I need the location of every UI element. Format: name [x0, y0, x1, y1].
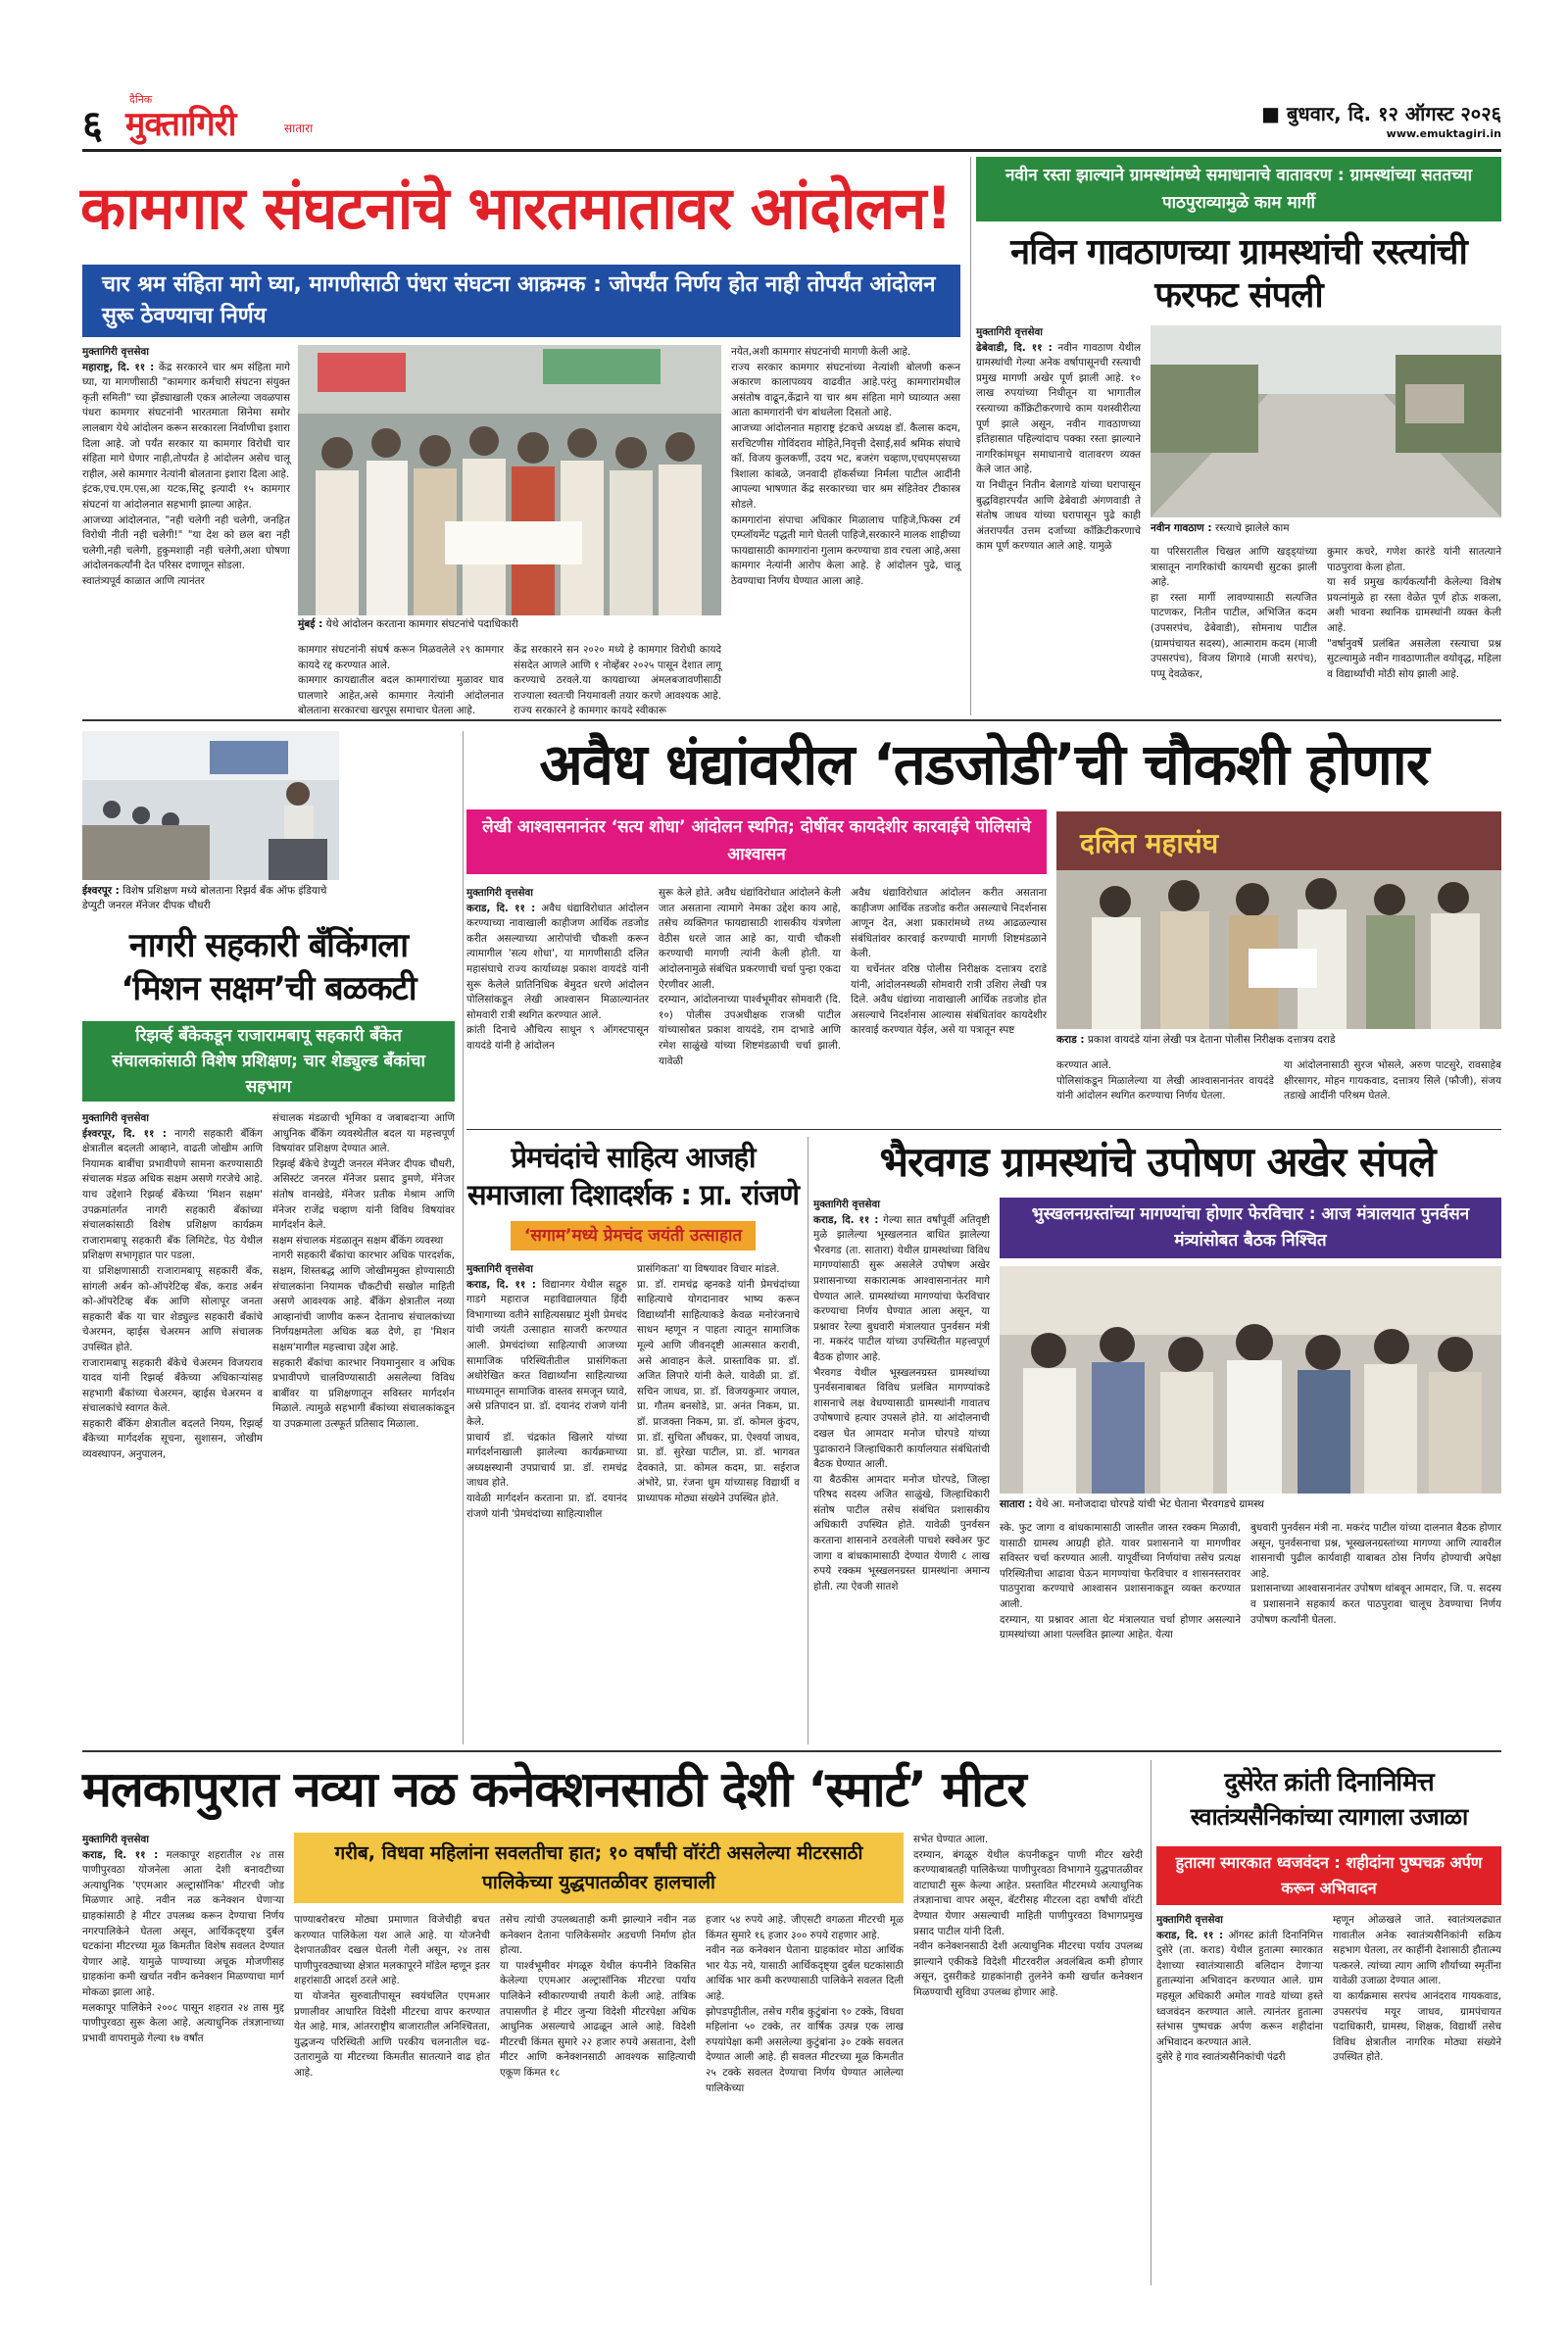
a1-byline: मुक्तागिरी वृत्तसेवा — [82, 346, 149, 358]
a1-deck: चार श्रम संहिता मागे घ्या, मागणीसाठी पंधरा संघटना आक्रमक : जोपर्यंत निर्णय होत नाही तोपर्यंत आंदोलन सुरू ठेवण्याचा निर्णय — [82, 265, 960, 337]
masthead-city: सातारा — [284, 122, 314, 135]
masthead — [82, 90, 1501, 149]
a3-col3: अवैध धंद्याविरोधात आंदोलन करीत असताना काहीजण आर्थिक तडजोड करीत असल्याचे निदर्शनास आणून देत, अशा प्रकारांमध्ये तथ्य आढळल्यास संबंधितांवर कारवाई करण्याची मागणी शिष्टमंडळाने केली. या चर्चेनंतर वरिष्ठ पोलीस निरीक्षक दत्तात्रय दराडे यांनी, आंदोलनस्थळी सोमवारी रात्री उशिरा लेखी पत्र दिले. अवैध धंद्यांच्या नावाखाली आर्थिक तडजोड होत असल्याचे निदर्शनास आल्यास संबंधितांवर कायदेशीर कारवाई करण्यात येईल, असे या पत्रातून स्पष्ट — [851, 887, 1047, 1037]
a2-photo — [1151, 325, 1501, 517]
website-url: www.emuktagiri.in — [1386, 127, 1501, 140]
a8-col2: म्हणून ओळखले जाते. स्वातंत्र्यलढ्यात गावातील अनेक स्वातंत्र्यसैनिकांनी सक्रिय सहभाग घेतला, तर काहींनी देशासाठी हौतात्म्य पत्करले. त्यांच्या त्याग आणि शौर्याच्या स्मृतींना यावेळी उजाळा देण्यात आला. या कार्यक्रमास सरपंच आनंदराव गायकवाड, उपसरपंच मयूर जाधव, ग्रामपंचायत पदाधिकारी, ग्रामस्थ, शिक्षक, विद्यार्थी तसेच विविध क्षेत्रातील नागरिक मोठ्या संख्येने उपस्थित होते. — [1333, 1914, 1501, 2064]
a3-dateline: कराड, दि. ११ : — [466, 902, 536, 914]
a5-headline-line1: प्रेमचंदांचे साहित्य आजही — [511, 1141, 756, 1174]
a7-dateline: कराड, दि. ११ : — [82, 1848, 159, 1861]
a4-col1 — [82, 1111, 263, 1739]
a2-col3: कुमार कचरे, गणेश कारंडे यांनी सातत्याने पाठपुरावा केला होता. या सर्व प्रमुख कार्यकर्त्यांनी केलेल्या विशेष प्रयत्नांमुळे हा रस्ता वेळेत पूर्ण होऊ शकला, अशी भावना स्थानिक ग्रामस्थांनी व्यक्त केली आहे. "वर्षानुवर्षे प्रलंबित असलेला रस्त्याचा प्रश्न सुटल्यामुळे नवीन गावठाणातील वयोवृद्ध, महिला व विद्यार्थ्यांची मोठी सोय झाली आहे. — [1327, 546, 1501, 680]
a4-headline-line1: नागरी सहकारी बँकिंगला — [128, 926, 409, 965]
a3-caption-place: कराड : — [1056, 1034, 1085, 1046]
a3-headline: अवैध धंद्यांवरील ‘तडजोडी’ची चौकशी होणार — [539, 731, 1429, 798]
a8-deck: हुतात्मा स्मारकात ध्वजवंदन : शहीदांना पुष्पचक्र अर्पण करून अभिवादन — [1156, 1846, 1501, 1905]
a1-col2: कामगार संघटनांनी संघर्ष करून मिळवलेले २९ कामगार कायदे रद्द करण्यात आले. कामगार कायद्यातील बदल कामगारांच्या मुळावर घाव घालणारे आहेत,असे कामगार नेत्यांनी आंदोलनात बोलताना सरकारचा खरपूस समाचार घेतला आहे. — [298, 644, 504, 717]
a3-photo — [1056, 811, 1501, 1029]
column-divider — [970, 157, 971, 715]
a6-headline: भैरवगड ग्रामस्थांचे उपोषण अखेर संपले — [879, 1138, 1436, 1186]
a6-body-1: गेल्या सात वर्षांपूर्वी अतिवृष्टी मुळे झालेल्या भूस्खलनात बाधित झालेल्या भैरवगड (ता. सातारा) येथील ग्रामस्थांच्या विविध मागण्यांसाठी सुरू असलेले उपोषण अखेर प्रशासनाच्या सकारात्मक आश्वासनानंतर मागे घेण्यात आले. ग्रामस्थांच्या मागण्यांचा फेरविचार करण्याचा निर्णय घेण्यात आला असून, या प्रश्नावर रेल्या बुधवारी मंत्रालयात पुनर्वसन मंत्री ना. मकरंद पाटील यांच्या उपस्थितीत महत्त्वपूर्ण बैठक होणार आहे. भैरवगड येथील भूस्खलनग्रस्त ग्रामस्थांच्या पुनर्वसनाबाबत विविध प्रलंबित मागण्यांकडे शासनाचे लक्ष वेधण्यासाठी ग्रामस्थांनी गावातच उपोषणाचे हत्यार उपसले होते. या आंदोलनाची दखल घेत आमदार मनोज घोरपडे यांच्या पुढाकाराने जिल्हाधिकारी कार्यालयात संबंधितांची बैठक घेण्यात आली. या बैठकीस आमदार मनोज घोरपडे, जिल्हा परिषद सदस्य अजित साळुंखे, जिल्हाधिकारी संतोष पाटील तसेच संबंधित प्रशासकीय अधिकारी उपस्थित होते. यावेळी पुनर्वसन करताना शासनाने ठरवलेली पाचशे स्क्वेअर फुट जागा व बांधकामासाठी देण्यात येणारी ८ लाख रुपये रक्कम भूस्खलनग्रस्त ग्रामस्थांना अमान्य होती. त्या ऐवजी सातशे — [813, 1213, 990, 1592]
a1-body-1: केंद्र सरकारने चार श्रम संहिता मागे घ्या, या मागणीसाठी "कामगार कर्मचारी संघटना संयुक्त कृती समिती" च्या झेंड्याखाली एकत्र आलेल्या जवळपास पंधरा कामगार संघटनांनी भारतमाता सिनेमा समोर लालबाग येथे आंदोलन करून सरकारला निर्वाणीचा इशारा दिला आहे. जो पर्यंत सरकार या कामगार विरोधी चार संहिता मागे घेणार नाही,तोपर्यंत हे आंदोलन असेच चालू राहील, असे कामगार नेत्यांनी बोलताना इशारा दिला आहे. इंटक,एच.एम.एस,आ यटक,सिटू इत्यादी १५ कामगार संघटनां या आंदोलनात सहभागी झाल्या आहेत. आजच्या आंदोलनात, "नही चलेगी नही चलेगी, जनहित विरोधी नीती नही चलेगी!" "या देश को छल बरा नही चलेगी,नही चलेगी, हुकुमशाही नही चलेगी,अशा घोषणा आंदोलनकर्त्यांनी देत परिसर दणाणून सोडला. स्वातंत्र्यपूर्व काळात आणि त्यानंतर — [82, 361, 290, 587]
masthead-logo: मुक्तागिरी — [125, 105, 236, 144]
section-rule-3 — [82, 1750, 1501, 1752]
a5-deck-text: ‘सगाम’मध्ये प्रेमचंद जयंती उत्साहात — [511, 1221, 756, 1250]
a3-deck: लेखी आश्वासनानंतर ‘सत्य शोधा’ आंदोलन स्थगित; दोषींवर कायदेशीर कारवाईचे पोलिसांचे आश्वासन — [466, 809, 1047, 874]
a2-kicker: नवीन रस्ता झाल्याने ग्रामस्थांमध्ये समाधानाचे वातावरण : ग्रामस्थांच्या सततच्या पाठपुराव्यामुळे काम मार्गी — [976, 157, 1501, 221]
a4-body-1: नागरी सहकारी बँकिंग क्षेत्रातील बदलती आव्हाने, वाढती जोखीम आणि नियामक बाबींचा प्रभावीपणे सामना करण्यासाठी संचालक मंडळ अधिक सक्षम असणे गरजेचे आहे. याच उद्देशाने रिझर्व्ह बँकेच्या 'मिशन सक्षम' उपक्रमांतर्गत नागरी सहकारी बँकांच्या संचालकांसाठी विशेष प्रशिक्षण कार्यक्रम राजारामबापू सहकारी बँक लिमिटेड, पेठ येथील प्रशिक्षण सभागृहात पार पडला. या प्रशिक्षणासाठी राजारामबापू सहकारी बँक, सांगली अर्बन को-ऑपरेटिव्ह बँक, कराड अर्बन को-ऑपरेटिव्ह बँक आणि सोलापूर जनता सहकारी बँक या चार शेड्युल्ड सहकारी बँकांचे चेअरमन, व्हाईस चेअरमन आणि संचालक उपस्थित होते. राजारामबापू सहकारी बँकेचे चेअरमन विजयराव यादव यांनी रिझर्व्ह बँकेच्या अधिकाऱ्यांसह सहभागी बँकांच्या चेअरमन, व्हाईस चेअरमन व संचालकांचे स्वागत केले. सहकारी बँकिंग क्षेत्रातील बदलते नियम, रिझर्व्ह बँकेच्या मार्गदर्शक सूचना, सुशासन, जोखीम व्यवस्थापन, अनुपालन, — [82, 1127, 263, 1461]
a4-caption-place: ईश्वरपूर : — [82, 885, 120, 897]
a1-col4: नयेत,अशी कामगार संघटनांची मागणी केली आहे. राज्य सरकार कामगार संघटनांच्या नेत्यांशी बोलणी करून अकारण कालापव्यय वाढवीत आहे.परंतु कामगारांमधील असंतोष वाढून,केंद्राने या चार श्रम संहिता मागे घ्याव्यात असा आता कामगारांनी चंग बांधलेला दिसतो आहे. आजच्या आंदोलनात महाराष्ट्र इंटकचे अध्यक्ष डॉ. कैलास कदम, सरचिटणीस गोविंदराव मोहिते,निवृत्ती देसाई,सर्व श्रमिक संघाचे कॉ. विजय कुलकर्णी, उदय भट, बजरंग चव्हाण,एचएमएसच्या त्रिशाला कांबळे, जनवादी हॉकर्सच्या निर्मला पाटील आदींनी आपल्या भाषणात केंद्र सरकारच्या चार श्रम संहितेवर टीकास्त्र सोडले. कामगारांना संपाचा अधिकार मिळालाच पाहिजे,फिक्स टर्म एम्प्लॉयमेंट पद्धती मागे घेतली पाहिजे,सरकारने मालक शाहीच्या फायद्यासाठी कामगारांना गुलाम करण्याचा डाव रचला आहे,असा कामगार नेत्यांनी आरोप केला आहे. हे आंदोलन पुढे, चालू ठेवण्याचा निर्णय घेण्यात आला आहे. — [731, 346, 960, 587]
a7-col4: हजार ५४ रुपये आहे. जीएसटी वगळता मीटरची मूळ किंमत सुमारे १६ हजार ३०० रुपये राहणार आहे. नवीन नळ कनेक्शन घेताना ग्राहकांवर मोठा आर्थिक भार येऊ नये, यासाठी आर्थिकदृष्ट्या दुर्बल घटकांसाठी आर्थिक भार कमी करण्यासाठी पालिकेने सवलत दिली आहे. झोपडपट्टीतील, तसेच गरीब कुटुंबांना ९० टक्के, विधवा महिलांना ५० टक्के, तर वार्षिक उत्पन्न एक लाख रुपयांपेक्षा कमी असलेल्या कुटुंबांना ३० टक्के सवलत देण्यात आली आहे. ही सवलत मीटरच्या मूळ किमतीत २५ टक्के सवलत देण्याचा निर्णय घेण्यात आलेल्या पालिकेच्या — [706, 1914, 904, 2094]
a3-col4: करण्यात आले. पोलिसांकडून मिळालेल्या या लेखी आश्वासनानंतर वायदंडे यांनी आंदोलन स्थगित करण्याचा निर्णय घेतला. — [1056, 1059, 1274, 1102]
a6-byline: मुक्तागिरी वृत्तसेवा — [813, 1199, 880, 1210]
masthead-rule — [82, 149, 1501, 152]
a2-byline: मुक्तागिरी वृत्तसेवा — [976, 326, 1043, 338]
a1-caption-text: येथे आंदोलन करताना कामगार संघटनांचे पदाधिकारी — [325, 618, 518, 630]
a2-caption-text: रस्त्याचे झालेले काम — [1214, 522, 1290, 534]
a8-body-1: ऑगस्ट क्रांती दिनानिमित्त दुसेरे (ता. कराड) येथील हुतात्मा स्मारकात देशाच्या स्वातंत्र्यासाठी बलिदान देणाऱ्या हुतात्म्यांना अभिवादन करण्यात आले. ग्राम महसूल अधिकारी अमोल गावडे यांच्या हस्ते ध्वजवंदन करण्यात आले. त्यानंतर हुतात्मा स्तंभास पुष्पचक्र अर्पण करून शहीदांना अभिवादन करण्यात आले. दुसेरे हे गाव स्वातंत्र्यसैनिकांची पंढरी — [1156, 1929, 1323, 2064]
a2-caption — [1151, 521, 1501, 536]
a4-dateline: ईश्वरपूर, दि. ११ : — [82, 1127, 167, 1140]
a8-col1 — [1156, 1913, 1323, 2283]
a2-headline: नविन गावठाणच्या ग्रामस्थांची रस्त्यांची फरफट संपली — [1010, 232, 1467, 316]
police-letter-photo-illustration — [1056, 811, 1501, 1029]
a7-col1 — [82, 1833, 284, 2283]
a3-body-1: अवैध धंद्याविरोधात आंदोलन करण्याच्या नावाखाली काहीजण आर्थिक तडजोड करीत असल्याच्या आरोपांची चौकशी करून त्यामागील 'सत्य शोधा', या मागणीसाठी दलित महासंघाचे राज्य कार्याध्यक्ष प्रकाश वायदंडे यांनी सुरू केलेले प्रातिनिधिक बेमुदत धरणे आंदोलन पोलिसांकडून लेखी आश्वासन मिळाल्यानंतर सोमवारी रात्री स्थगित करण्यात आले. क्रांती दिनाचे औचित्य साधून ९ ऑगस्टपासून वायदंडे यांनी हे आंदोलन — [466, 902, 649, 1052]
a3-col1 — [466, 886, 649, 1121]
a2-dateline: ढेबेवाडी, दि. ११ : — [976, 341, 1053, 354]
a3-col5: या आंदोलनासाठी सुरज भोसले, अरुण पाटसुरे, रावसाहेब क्षीरसागर, मोहन गायकवाड, दत्तात्रय सिले (फौजी), संजय तडाखे आदींनी परिश्रम घेतले. — [1284, 1059, 1501, 1102]
a8-headline-line2: स्वातंत्र्यसैनिकांच्या त्यागाला उजाळा — [1190, 1803, 1468, 1831]
a3-banner-text: दलित महासंघ — [1080, 827, 1219, 859]
column-divider — [463, 731, 464, 1744]
a4-caption-text: विशेष प्रशिक्षण मध्ये बोलताना रिझर्व बँक ऑफ इंडियाचे डेप्युटी जनरल मॅनेजर दीपक चौधरी — [82, 885, 327, 911]
a7-headline: मलकापुरात नव्या नळ कनेक्शनसाठी देशी ‘स्मार्ट’ मीटर — [82, 1761, 1026, 1818]
a5-headline-line2: समाजाला दिशादर्शक : प्रा. रांजणे — [466, 1178, 800, 1211]
training-photo-illustration — [82, 731, 339, 880]
page-number: ६ — [82, 103, 103, 148]
a4-deck: रिझर्व्ह बँकेकडून राजारामबापू सहकारी बँकेत संचालकांसाठी विशेष प्रशिक्षण; चार शेड्युल्ड बँकांचा सहभाग — [82, 1021, 455, 1102]
a6-col2: स्के. फुट जागा व बांधकामासाठी जास्तीत जास्त रक्कम मिळावी, यासाठी ग्रामस्थ आग्रही होते. यावर प्रशासनाने या मागणीवर सविस्तर चर्चा करण्यात आली. यापूर्वीच्या निर्णयांचा तसेच प्रत्यक्ष परिस्थितीचा आढावा घेऊन मागण्यांचा फेरविचार व शासनस्तरावर पाठपुरावा करण्याचे आश्वासन प्रशासनाकडून व्यक्त करण्यात आली. दरम्यान, या प्रश्नावर आता थेट मंत्रालयात चर्चा होणार असल्याने ग्रामस्थांच्या आशा पल्लवित झाल्या आहेत. येत्या — [1000, 1522, 1241, 1642]
a4-caption — [82, 884, 339, 913]
masthead-small-text: दैनिक — [129, 93, 153, 106]
a1-col1 — [82, 345, 290, 706]
a7-body-1: मलकापूर शहरातील २४ तास पाणीपुरवठा योजनेला आता देशी बनावटीच्या अत्याधुनिक 'एएमआर अल्ट्रासॉनिक' मीटरची जोड मिळणार आहे. नवीन नळ कनेक्शन घेणाऱ्या ग्राहकांसाठी हे मीटर उपलब्ध करून देण्याचा निर्णय नगरपालिकेने घेतला असून, आर्थिकदृष्ट्या दुर्बल घटकांना मीटरच्या मूळ किमतीत विशेष सवलत देण्यात येणार आहे. यामुळे पाण्याच्या अचूक मोजणीसह ग्राहकांना कमी खर्चात नवीन कनेक्शन मिळण्याचा मार्ग मोकळा झाला आहे. मलकापूर पालिकेने २००८ पासून शहरात २४ तास मुद्द पाणीपुरवठा सुरू केला आहे. अत्याधुनिक तंत्रज्ञानाच्या प्रभावी वापरामुळे गेल्या १७ वर्षांत — [82, 1848, 284, 2044]
a7-col2: पाण्याबरोबरच मोठ्या प्रमाणात विजेचीही बचत करण्यात पालिकेला यश आले आहे. या योजनेची देशपातळीवर दखल घेतली गेली असून, २४ तास पाणीपुरवठ्याच्या क्षेत्रात मलकापूरने मॉडेल म्हणून इतर शहरांसाठी आदर्श ठरले आहे. या योजनेत सुरुवातीपासून स्वयंचलित एएमआर प्रणालीवर आधारित विदेशी मीटरचा वापर करण्यात येत आहे. मात्र, आंतरराष्ट्रीय बाजारातील अनिश्चितता, युद्धजन्य परिस्थिती आणि परकीय चलनातील चढ-उतारामुळे या मीटरच्या किमतीत सातत्याने वाढ होत आहे. — [294, 1914, 490, 2079]
a3-col2: सुरू केले होते. अवैध धंद्यांविरोधात आंदोलने केली जात असताना त्यामागे नेमका उद्देश काय आहे, तसेच व्यक्तिगत फायद्यासाठी शासकीय यंत्रणेला वेठीस धरले जात आहे का, याची चौकशी करण्याची मागणी त्यांनी केली होती. या आंदोलनामुळे संबंधित प्रकरणाची चर्चा पुन्हा एकदा ऐरणीवर आली. दरम्यान, आंदोलनाच्या पार्श्वभूमीवर सोमवारी (दि. १०) पोलीस उपअधीक्षक राजश्री पाटील यांच्यासोबत प्रकाश वायदंडे, राम दाभाडे आणि रमेश साळुंखे यांच्या शिष्टमंडळाची चर्चा झाली. यावेळी — [659, 887, 841, 1067]
a1-dateline: महाराष्ट्र, दि. ११ : — [82, 361, 155, 373]
section-rule-1 — [82, 719, 1501, 721]
a6-col3: बुधवारी पुनर्वसन मंत्री ना. मकरंद पाटील यांच्या दालनात बैठक होणार असून, पुनर्वसनाचा प्रश्न, भूस्खलनग्रस्तांच्या मागण्या आणि त्यावरील शासनाची पुढील कार्यवाही याबाबत ठोस निर्णय होण्याची अपेक्षा आहे. प्रशासनाच्या आश्वासनानंतर उपोषण थांबवून आमदार, जि. प. सदस्य व प्रशासनाने सहकार्य करत पाठपुरावा चालूच ठेवण्याचा निर्णय उपोषण कर्त्यांनी घेतला. — [1250, 1522, 1501, 1626]
a4-headline-line2: ‘मिशन सक्षम’ची बळकटी — [121, 969, 416, 1008]
a3-byline: मुक्तागिरी वृत्तसेवा — [466, 887, 533, 899]
a7-deck: गरीब, विधवा महिलांना सवलतीचा हात; १० वर्षांची वॉरंटी असलेल्या मीटरसाठी पालिकेच्या युद्धपातळीवर हालचाली — [294, 1833, 904, 1903]
a3-caption — [1056, 1033, 1501, 1048]
a6-caption-text: येथे आ. मनोजदादा घोरपडे यांची भेट घेताना भैरवगडचे ग्रामस्थ — [1035, 1498, 1264, 1510]
a7-col3: तसेच त्यांची उपलब्धताही कमी झाल्याने नवीन नळ कनेक्शन देताना पालिकेसमोर अडचणी निर्माण होत होत्या. या पार्श्वभूमीवर मंगळूरु येथील कंपनीने विकसित केलेल्या एएमआर अल्ट्रासॉनिक मीटरचा पर्याय पालिकेने स्वीकारण्याची तयारी केली आहे. तांत्रिक तपासणीत हे मीटर जुन्या विदेशी मीटरपेक्षा अधिक आधुनिक असल्याचे आढळून आले आहे. विदेशी मीटरची किंमत सुमारे २२ हजार रुपये असताना, देशी मीटर आणि कनेक्शनसाठी आवश्यक साहित्याची एकूण किंमत १८ — [500, 1914, 696, 2079]
a4-photo — [82, 731, 339, 880]
a1-caption — [298, 617, 721, 632]
a4-col2: संचालक मंडळाची भूमिका व जबाबदाऱ्या आणि आधुनिक बँकिंग व्यवस्थेतील बदल या महत्त्वपूर्ण विषयांवर प्रशिक्षण देण्यात आले. रिझर्व्ह बँकेचे डेप्युटी जनरल मॅनेजर दीपक चौधरी, असिस्टंट जनरल मॅनेजर प्रसाद डुमणे, मॅनेजर संतोष वानखेडे, मॅनेजर प्रतीक मेश्राम आणि मॅनेजर राजेंद्र चव्हाण यांनी विविध विषयांवर मार्गदर्शन केले. सक्षम संचालक मंडळातून सक्षम बँकिंग व्यवस्था नागरी सहकारी बँकांचा कारभार अधिक पारदर्शक, सक्षम, शिस्तबद्ध आणि जोखीममुक्त होण्यासाठी संचालकांना नियामक चौकटीची सखोल माहिती असणे आवश्यक आहे. बँकिंग क्षेत्रातील नव्या आव्हानांची जाणीव करून देतानाच संचालकांच्या निर्णयक्षमतेला अधिक बळ देणे, हा 'मिशन सक्षम'मागील महत्त्वाचा उद्देश आहे. सहकारी बँकांचा कारभार नियमानुसार व अधिक प्रभावीपणे चालविण्यासाठी असलेल्या विविध बाबींवर या प्रशिक्षणातून सविस्तर मार्गदर्शन मिळाले. त्यामुळे सहभागी बँकांच्या संचालकांकडून या उपक्रमाला उत्स्फूर्त प्रतिसाद मिळाला. — [272, 1112, 455, 1430]
column-divider — [1151, 1760, 1152, 2285]
a3-caption-text: प्रकाश वायदंडे यांना लेखी पत्र देताना पोलीस निरीक्षक दत्तात्रय दराडे — [1087, 1034, 1336, 1046]
a5-dateline: कराड, दि. ११ : — [466, 1278, 536, 1291]
a5-byline: मुक्तागिरी वृत्तसेवा — [466, 1263, 533, 1275]
a5-col1 — [466, 1262, 627, 1739]
issue-date: ■ बुधवार, दि. १२ ऑगस्ट २०२६ — [1261, 102, 1501, 125]
a6-deck: भुस्खलनग्रस्तांच्या मागण्यांचा होणार फेरविचार : आज मंत्रालयात पुनर्वसन मंत्र्यांसोबत बैठक निश्चित — [1000, 1198, 1501, 1258]
road-photo-illustration — [1151, 325, 1501, 517]
a5-deck — [466, 1221, 800, 1252]
villagers-meeting-photo-illustration — [1000, 1266, 1501, 1494]
a8-byline: मुक्तागिरी वृत्तसेवा — [1156, 1914, 1223, 1926]
a7-byline: मुक्तागिरी वृत्तसेवा — [82, 1834, 149, 1845]
a6-photo — [1000, 1266, 1501, 1494]
a7-col5: सभेत घेण्यात आला. दरम्यान, बंगळूरु येथील कंपनीकडून पाणी मीटर खरेदी करण्याबाबतही पालिकेच्या पाणीपुरवठा विभागाने युद्धपातळीवर वाटाघाटी सुरू केल्या आहेत. प्रस्तावित मीटरमध्ये अत्याधुनिक तंत्रज्ञानाचा वापर असून, बॅटरीसह मीटरला दहा वर्षांची वॉरंटी देण्यात येणार असल्याची माहिती पाणीपुरवठा विभागप्रमुख प्रसाद पाटील यांनी दिली. नवीन कनेक्शनसाठी देशी अत्याधुनिक मीटरचा पर्याय उपलब्ध झाल्याने एकीकडे विदेशी मीटरवरील अवलंबित्व कमी होणार असून, दुसरीकडे ग्राहकांनाही तुलनेने कमी खर्चात कनेक्शन मिळण्याची सुविधा उपलब्ध होणार आहे. — [913, 1834, 1143, 1998]
a2-body-1: नवीन गावठाण येथील ग्रामस्थांची गेल्या अनेक वर्षापासूनची रस्त्याची प्रमुख मागणी अखेर पूर्ण झाली आहे. १० लाख रुपयांच्या निधीतून या भागातील रस्त्याच्या काँक्रिटीकरणाचे काम यशस्वीरीत्या पूर्ण झाले असून, नवीन गावठाणच्या इतिहासात पहिल्यांदाच पक्का रस्ता झाल्याने नागरिकांमधून समाधानाचे वातावरण व्यक्त केले जात आहे. या निधीतून नितीन बेलागडे यांच्या घरापासून बुद्धविहारपर्यंत आणि ढेबेवाडी अंगणवाडी ते संतोष जाधव यांच्या घरापासून पुढे काही अंतरापर्यंत उत्तम दर्जाच्या काँक्रिटीकरणाचे काम पूर्ण करण्यात आले आहे. यामुळे — [976, 341, 1141, 553]
a6-col1 — [813, 1198, 990, 1739]
a4-byline: मुक्तागिरी वृत्तसेवा — [82, 1112, 149, 1124]
a6-caption — [1000, 1497, 1501, 1512]
a1-photo — [298, 345, 721, 615]
a1-col3: केंद्र सरकारने सन २०२० मध्ये हे कामगार विरोधी कायदे संसदेत आणले आणि १ नोव्हेंबर २०२५ पासून देशात लागू करण्याचे ठरवले.या कायद्याच्या अंमलबजावणीसाठी राज्याला स्वतःची नियमावली तयार करणे आवश्यक आहे. राज्य सरकारने हे कामगार कायदे स्वीकारू — [514, 644, 721, 717]
a5-body-1: विद्यानगर येथील सद्गुरु गाडगे महाराज महाविद्यालयात हिंदी विभागाच्या वतीने साहित्यसम्राट मुंशी प्रेमचंद यांची जयंती उत्साहात साजरी करण्यात आली. प्रेमचंदांच्या साहित्याची आजच्या सामाजिक परिस्थितीतील प्रासंगिकता अधोरेखित करत विद्यार्थ्यांना साहित्याच्या माध्यमातून सामाजिक वास्तव समजून घ्यावे, असे प्रतिपादन प्रा. डॉ. दयानंद रांजणे यांनी केले. प्राचार्य डॉ. चंद्रकांत खिलारे यांच्या मार्गदर्शनाखाली झालेल्या कार्यक्रमाच्या अध्यक्षस्थानी उपप्राचार्य प्रा. डॉ. रामचंद्र जाधव होते. यावेळी मार्गदर्शन करताना प्रा. डॉ. दयानंद रांजणे यांनी 'प्रेमचंदांच्या साहित्याशील — [466, 1278, 627, 1520]
a2-caption-place: नवीन गावठाण : — [1151, 522, 1212, 534]
a8-headline-line1: दुसेरेत क्रांती दिनानिमित्त — [1224, 1768, 1434, 1797]
a2-col1 — [976, 325, 1141, 706]
a1-headline: कामगार संघटनांचे भारतमातावर आंदोलन! — [80, 174, 952, 243]
section-rule-2 — [466, 1129, 1501, 1130]
a6-caption-place: सातारा : — [1000, 1498, 1033, 1510]
a8-dateline: कराड, दि. ११ : — [1156, 1929, 1224, 1941]
a1-caption-place: मुंबई : — [298, 618, 323, 630]
a6-dateline: कराड, दि. ११ : — [813, 1213, 879, 1226]
a2-col2: या परिसरातील चिखल आणि खड्ड्यांच्या त्रासातून नागरिकांची कायमची सुटका झाली आहे. हा रस्ता मार्गी लावण्यासाठी सत्यजित पाटणकर, नितीन पाटील, अभिजित कदम (उपसरपंच, ढेबेवाडी), सोमनाथ पाटील (ग्रामपंचायत सदस्य), आत्माराम कदम (माजी उपसरपंच), विजय शिगावे (माजी सरपंच), पप्पू देवळेकर, — [1151, 546, 1317, 680]
a5-col2: प्रासंगिकता' या विषयावर विचार मांडले. प्रा. डॉ. रामचंद्र व्हनकडे यांनी प्रेमचंदांच्या साहित्याचे योगदानावर भाष्य करून विद्यार्थ्यांनी साहित्याकडे केवळ मनोरंजनाचे साधन म्हणून न पाहता त्यातून सामाजिक मूल्ये आणि जीवनदृष्टी आत्मसात करावी, असे आवाहन केले. प्रास्ताविक प्रा. डॉ. अजित लिपारे यांनी केले. यावेळी प्रा. डॉ. सचिन जाधव, प्रा. डॉ. विजयकुमार जयाल, प्रा. गौतम बनसोडे, प्रा. अनंत निकम, प्रा. डॉ. प्राजक्ता निकम, प्रा. डॉ. कोमल कुंदप, प्रा. डॉ. सुचिता औंधकर, प्रा. ऐश्वर्या जाधव, प्रा. डॉ. सुरेखा पाटील, प्रा. डॉ. भागवत देवकाते, प्रा. कोमल कदम, प्रा. सईराज अंभोरे, प्रा. रंजना धुम यांच्यासह विद्यार्थी व प्राध्यापक मोठ्या संख्येने उपस्थित होते. — [637, 1263, 800, 1504]
protest-photo-illustration — [298, 345, 721, 615]
